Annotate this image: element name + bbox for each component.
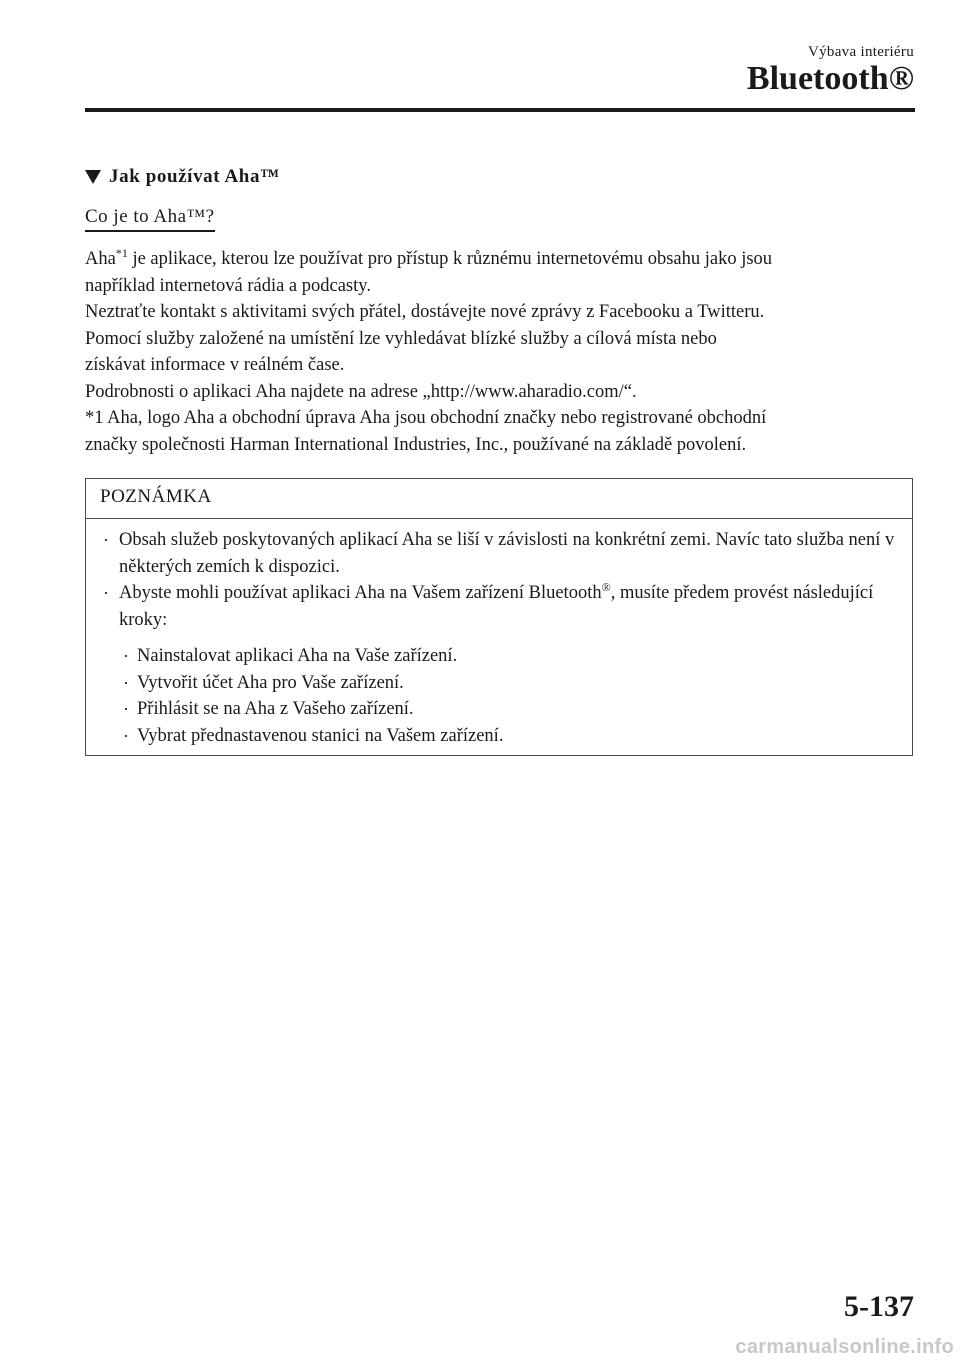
body-line: například internetová rádia a podcasty. [85, 275, 371, 296]
note-step [86, 643, 912, 670]
page-number: 5-137 [844, 1290, 914, 1323]
footnote-marker: *1 [115, 246, 128, 260]
body-line: Neztraťte kontakt s aktivitami svých přátel, dostávejte nové zprávy z Facebooku a Twitteru. [85, 302, 765, 322]
note-step [86, 723, 912, 750]
bullet-dot-icon: · [123, 725, 129, 746]
note-step-text: Vytvořit účet Aha pro Vaše zařízení. [137, 672, 404, 693]
bullet-dot-icon: · [123, 699, 129, 719]
note-item [86, 527, 912, 580]
header-section-label: Výbava interiéru [807, 44, 914, 60]
body-line: Podrobnosti o aplikaci Aha najdete na adrese „http://www.aharadio.com/“. [85, 381, 637, 402]
section-heading-text: Jak používat Aha™ [109, 166, 280, 187]
triangle-marker-icon [85, 170, 101, 184]
note-item [86, 580, 912, 633]
bullet-dot-icon: · [123, 646, 129, 666]
body-line: získávat informace v reálném čase. [85, 355, 345, 375]
note-step-list [86, 643, 912, 749]
body-line [85, 246, 920, 273]
note-step-text: Vybrat přednastavenou stanici na Vašem zařízení. [137, 725, 504, 746]
footnote-line: *1 Aha, logo Aha a obchodní úprava Aha jsou obchodní značky nebo registrované obchodní [85, 408, 767, 428]
note-item-text: Abyste mohli používat aplikaci Aha na Vašem zařízení Bluetooth [119, 583, 602, 603]
note-list [86, 519, 912, 749]
header-divider [85, 108, 915, 112]
note-step-text: Přihlásit se na Aha z Vašeho zařízení. [137, 699, 414, 719]
registered-mark: ® [601, 580, 611, 594]
body-text [85, 246, 920, 458]
bullet-dot-icon: · [103, 583, 109, 603]
note-item-text: , musíte předem provést následující kroky: [119, 583, 874, 630]
page-title: Bluetooth® [746, 60, 914, 97]
note-item-text: Obsah služeb poskytovaných aplikací Aha se liší v závislosti na konkrétní zemi. Navíc tato služba není v některých zemích k dispozici. [119, 530, 895, 577]
section-heading [85, 166, 280, 188]
note-step-text: Nainstalovat aplikaci Aha na Vaše zařízení. [137, 646, 458, 666]
note-step [86, 696, 912, 723]
body-line-rest: je aplikace, kterou lze používat pro přístup k různému internetovému obsahu jako jsou [127, 249, 773, 269]
footnote-line: značky společnosti Harman International Industries, Inc., používané na základě povolení. [85, 434, 747, 455]
bullet-dot-icon: · [103, 530, 109, 550]
note-title: POZNÁMKA [86, 479, 912, 519]
body-word-aha: Aha [85, 249, 116, 269]
note-box [85, 478, 913, 756]
note-step [86, 670, 912, 697]
bullet-dot-icon: · [123, 672, 129, 693]
body-line: Pomocí služby založené na umístění lze vyhledávat blízké služby a cílová místa nebo [85, 328, 717, 349]
sub-heading: Co je to Aha™? [85, 206, 215, 232]
watermark: carmanualsonline.info [735, 1336, 954, 1358]
